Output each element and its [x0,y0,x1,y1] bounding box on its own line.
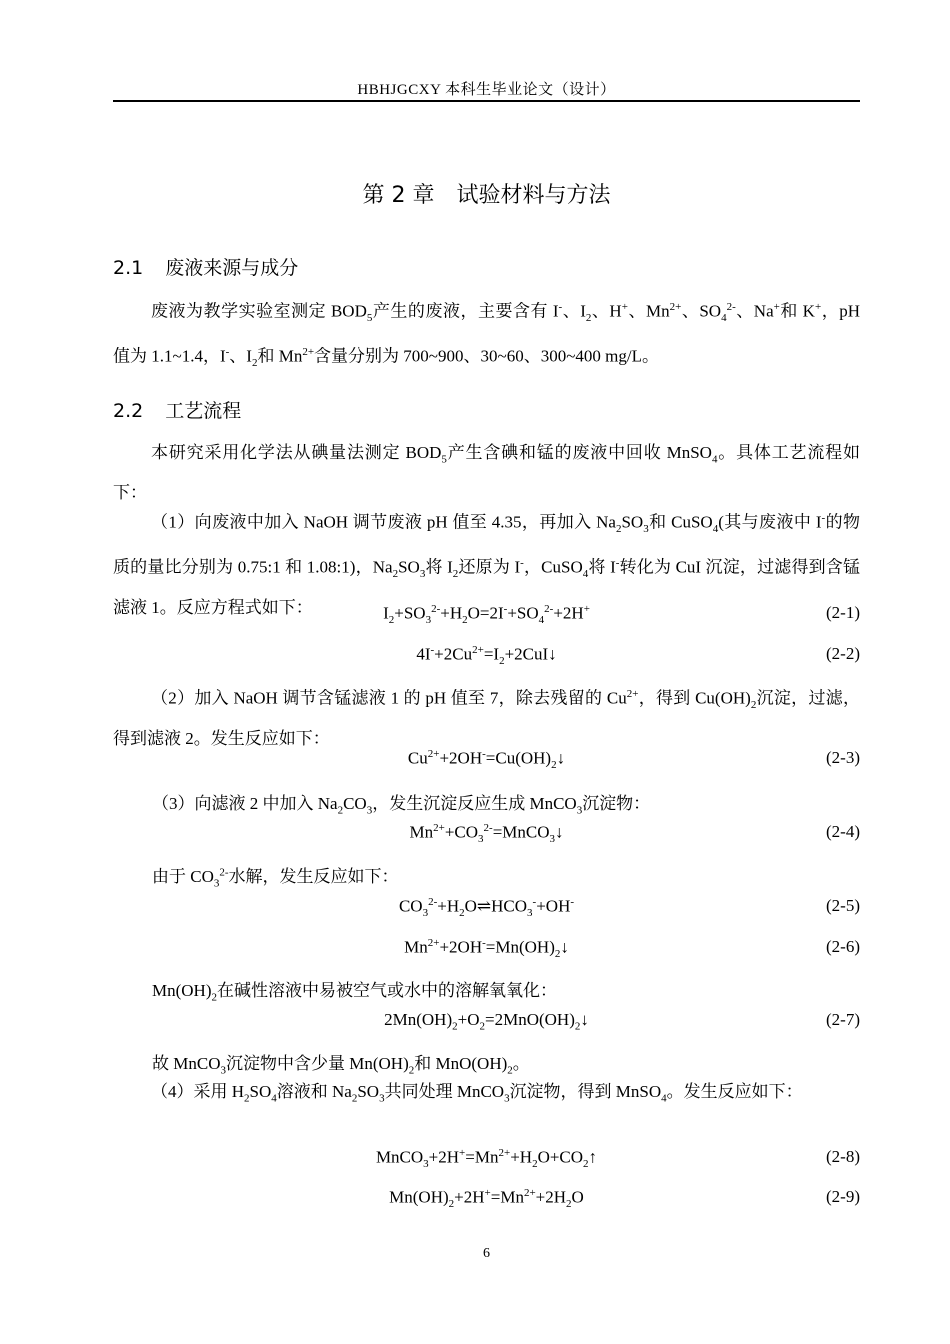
equation-formula: $Mn^{2+}+2OH^-=Mn(OH)_2↓$ [404,937,569,961]
paragraph-step-2: （2）加入 NaOH 调节含锰滤液 1 的 pH 值至 7，除去残留的 $Cu^{2+}$，得到 $Cu(OH)_2$沉淀，过滤，得到滤液 2。发生反应如下： [113,688,861,749]
equation-formula: $Mn^{2+}+CO_3^{2-}=MnCO_3↓$ [409,822,564,846]
paragraph-process-intro: 本研究采用化学法从碘量法测定 $BOD_5$产生含碘和锰的废液中回收 MnSO$_4$。具体工艺流程如下： [113,443,860,503]
paragraph-step-1: （1）向废液中加入 NaOH 调节废液 pH 值至 4.35，再加入 $Na_2SO_3$和 CuSO$_4$(其与废液中 I-的物质的量比分别为 0.75:1 和 1.08:1)，$Na_2SO_3$将 $I_2$还原为 I-，CuSO$_4$将 I-转化为 CuI 沉淀，过滤得到含锰滤液 1。反应方程式如下： [113,512,861,618]
equation-number: (2-3) [826,748,860,767]
equation-number: (2-5) [826,896,860,915]
paragraph-oxidation: $Mn(OH)_2$在碱性溶液中易被空气或水中的溶解氧氧化： [152,981,557,1004]
section-heading-2-2 [113,396,241,423]
equation-formula: $Mn(OH)_2+2H^+=Mn^{2+}+2H_2O$ [389,1187,584,1211]
chapter-title: 第 2 章 试验材料与方法 [362,183,611,208]
equation-2-5 [113,896,860,920]
section-number: 2.1 [113,257,144,279]
header-rule [113,100,860,102]
equation-number: (2-1) [826,603,860,622]
equation-number: (2-9) [826,1187,860,1206]
paragraph-step-3: （3）向滤液 2 中加入 $Na_2CO_3$，发生沉淀反应生成 MnCO$_3$沉淀物： [152,794,651,817]
equation-2-7 [113,1010,860,1034]
equation-2-3 [113,748,860,772]
equation-2-2 [113,644,860,668]
equation-formula: $CO_3^{2-}+H_2O\rightleftharpoons HCO_3^-+OH^-$ [398,896,575,920]
page-header: HBHJGCXY 本科生毕业论文（设计） [357,82,616,98]
paragraph-impurities: 故 MnCO$_3$沉淀物中含少量 $Mn(OH)_2$和 $MnO(OH)_2$。 [152,1054,530,1077]
equation-formula: $I_2+SO_3^{2-}+H_2O=2I^-+SO_4^{2-}+2H^+$ [383,603,590,627]
equation-2-9 [113,1187,860,1211]
equation-number: (2-8) [826,1147,860,1166]
paragraph-waste-source: 废液为教学实验室测定 $BOD_5$产生的废液，主要含有 I-、$I_2$、H+、$Mn^{2+}$、$SO_4^{2-}$、Na+和 K+，pH 值为 1.1~1.4，I-、$I_2$和 $Mn^{2+}$含量分别为 700~900、30~60、300~400 mg/L。 [113,301,860,370]
equation-number: (2-2) [826,644,860,663]
equation-formula: $Cu^{2+}+2OH^-=Cu(OH)_2↓$ [407,748,566,772]
equation-number: (2-7) [826,1010,860,1029]
section-heading-2-1 [113,253,298,280]
equation-2-1 [113,603,860,627]
equation-formula: $4I^-+2Cu^{2+}=I_2+2CuI↓$ [416,644,557,668]
equation-formula: $MnCO_3+2H^+=Mn^{2+}+H_2O+CO_2↑$ [375,1147,598,1171]
section-title: 废液来源与成分 [165,257,299,279]
equation-number: (2-4) [826,822,860,841]
paragraph-step-4: （4）采用 $H_2SO_4$溶液和 $Na_2SO_3$共同处理 MnCO$_3$沉淀物，得到 MnSO$_4$。发生反应如下： [151,1082,803,1105]
equation-2-6 [113,937,860,961]
equation-2-4 [113,822,860,846]
page-number: 6 [483,1246,490,1261]
equation-2-8 [113,1147,860,1171]
section-number: 2.2 [113,400,144,422]
equation-number: (2-6) [826,937,860,956]
equation-formula: $2Mn(OH)_2+O_2=2MnO(OH)_2↓$ [384,1010,589,1033]
paragraph-hydrolysis: 由于 $CO_3^{2-}$水解，发生反应如下： [152,866,399,890]
section-title: 工艺流程 [165,400,242,422]
